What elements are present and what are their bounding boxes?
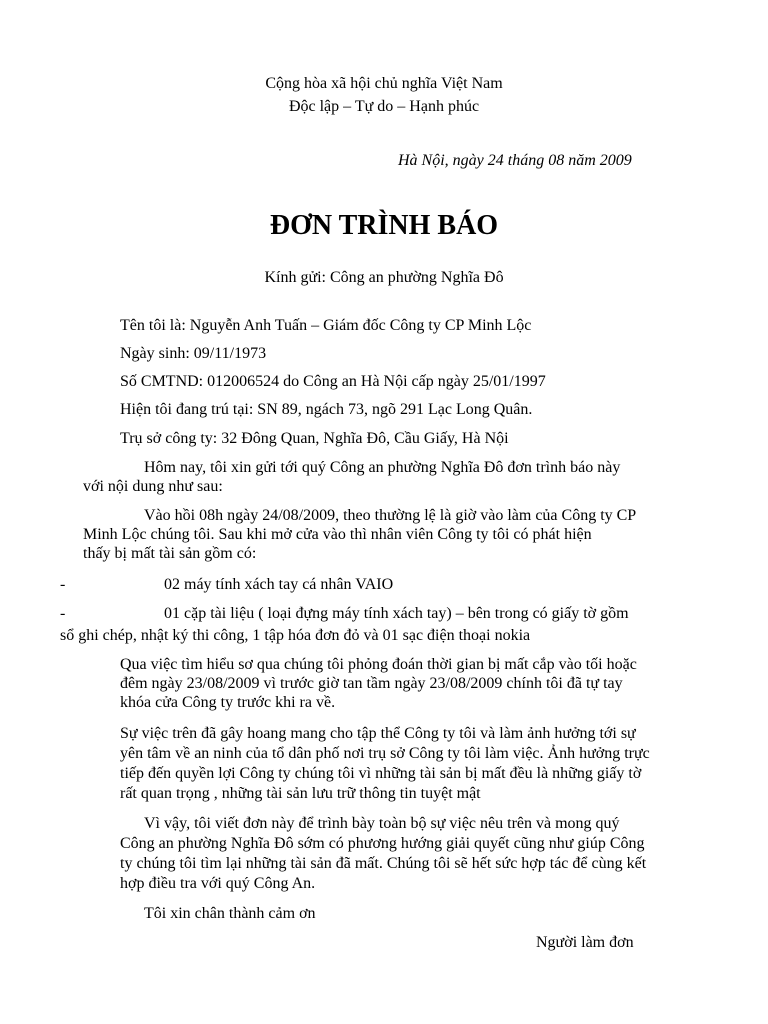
info-office: Trụ sở công ty: 32 Đông Quan, Nghĩa Đô, Cầu Giấy, Hà Nội bbox=[120, 430, 509, 447]
info-residence: Hiện tôi đang trú tại: SN 89, ngách 73, ngõ 291 Lạc Long Quân. bbox=[120, 401, 533, 418]
request-line-3: ty chúng tôi tìm lại những tài sản đã mất. Chúng tôi sẽ hết sức hợp tác để cùng kết bbox=[120, 855, 647, 872]
impact-line-4: rất quan trọng , những tài sản lưu trữ thông tin tuyệt mật bbox=[120, 785, 481, 802]
request-line-1: Vì vậy, tôi viết đơn này để trình bày toàn bộ sự việc nêu trên và mong quý bbox=[144, 815, 620, 832]
date-line: Hà Nội, ngày 24 tháng 08 năm 2009 bbox=[398, 152, 632, 169]
national-motto: Độc lập – Tự do – Hạnh phúc bbox=[288, 98, 480, 115]
impact-line-2: yên tâm về an ninh của tổ dân phố nơi trụ sở Công ty tôi làm việc. Ảnh hưởng trực bbox=[120, 745, 650, 762]
intro-line-2: với nội dung như sau: bbox=[83, 478, 223, 495]
info-dob: Ngày sinh: 09/11/1973 bbox=[120, 345, 267, 362]
item-1-text: 02 máy tính xách tay cá nhân VAIO bbox=[164, 576, 394, 593]
info-name: Tên tôi là: Nguyễn Anh Tuấn – Giám đốc Công ty CP Minh Lộc bbox=[120, 317, 532, 334]
signature-label: Người làm đơn bbox=[536, 934, 634, 951]
request-line-2: Công an phường Nghĩa Đô sớm có phương hướng giải quyết cũng như giúp Công bbox=[120, 835, 645, 852]
event-line-3: thấy bị mất tài sản gồm có: bbox=[83, 545, 257, 562]
recipient-line: Kính gửi: Công an phường Nghĩa Đô bbox=[264, 269, 504, 286]
document-title: ĐƠN TRÌNH BÁO bbox=[269, 210, 499, 241]
event-line-1: Vào hồi 08h ngày 24/08/2009, theo thường lệ là giờ vào làm của Công ty CP bbox=[144, 507, 637, 524]
request-line-4: hợp điều tra với quý Công An. bbox=[120, 875, 316, 892]
investigation-line-3: khóa cửa Công ty trước khi ra về. bbox=[120, 694, 336, 711]
investigation-line-2: đêm ngày 23/08/2009 vì trước giờ tan tầm ngày 23/08/2009 chính tôi đã tự tay bbox=[120, 675, 623, 692]
impact-line-3: tiếp đến quyền lợi Công ty chúng tôi vì những tài sản bị mất đều là những giấy tờ bbox=[120, 765, 642, 782]
intro-line-1: Hôm nay, tôi xin gửi tới quý Công an phường Nghĩa Đô đơn trình báo này bbox=[144, 459, 621, 476]
thanks-line: Tôi xin chân thành cảm ơn bbox=[144, 905, 316, 922]
item-2-text-line-1: 01 cặp tài liệu ( loại đựng máy tính xách tay) – bên trong có giấy tờ gồm bbox=[164, 605, 629, 622]
item-1-bullet: - bbox=[60, 576, 66, 593]
national-title: Cộng hòa xã hội chủ nghĩa Việt Nam bbox=[265, 75, 503, 92]
impact-line-1: Sự việc trên đã gây hoang mang cho tập thể Công ty tôi và làm ảnh hưởng tới sự bbox=[120, 725, 636, 742]
item-2-bullet: - bbox=[60, 605, 66, 622]
item-2-text-line-2: sổ ghi chép, nhật ký thi công, 1 tập hóa đơn đỏ và 01 sạc điện thoại nokia bbox=[60, 627, 531, 644]
investigation-line-1: Qua việc tìm hiểu sơ qua chúng tôi phỏng đoán thời gian bị mất cắp vào tối hoặc bbox=[120, 656, 637, 673]
event-line-2: Minh Lộc chúng tôi. Sau khi mở cửa vào thì nhân viên Công ty tôi có phát hiện bbox=[83, 526, 592, 543]
info-id-card: Số CMTND: 012006524 do Công an Hà Nội cấp ngày 25/01/1997 bbox=[120, 373, 546, 390]
